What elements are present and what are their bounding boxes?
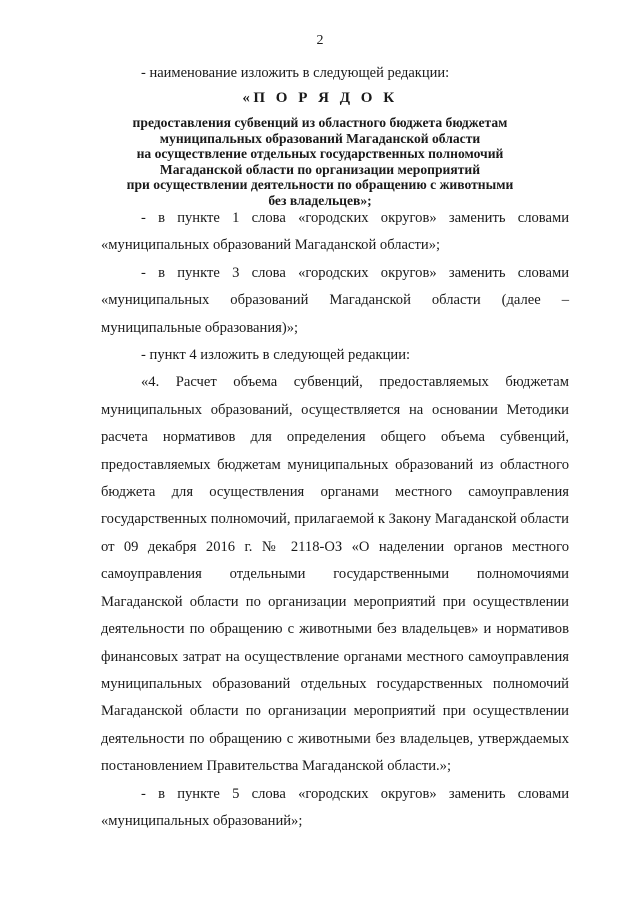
paragraph-item-1-line-2: «муниципальных образований Магаданской области»;	[101, 237, 441, 254]
title-line: муниципальных образований Магаданской области	[159, 130, 481, 146]
title-line: Магаданской области по организации мероприятий	[159, 161, 481, 177]
paragraph-item-3-line-2: «муниципальных образований Магаданской области (далее –	[101, 292, 569, 309]
title-line: при осуществлении деятельности по обращению с животными	[126, 177, 514, 193]
document-body	[101, 205, 569, 835]
document-title-block	[80, 90, 560, 209]
title-main: «П О Р Я Д О К	[242, 90, 398, 106]
paragraph-item-1-line-1: - в пункте 1 слова «городских округов» заменить словами	[141, 210, 569, 226]
paragraph-item-4-instruction: - пункт 4 изложить в следующей редакции:	[141, 347, 411, 364]
paragraph-item-3-line-3: муниципальные образования)»;	[101, 319, 299, 336]
paragraph-item-3-line-1: - в пункте 3 слова «городских округов» заменить словами	[141, 264, 569, 281]
paragraph-item-4-text: «4. Расчет объема субвенций, предоставляемых бюджетам муниципальных образований, осуществляется на основании Методики расчета нормативов для определения общего объема субвенций, предоставляемых бюджетам муниципальных образований из областного бюджета для осуществления органами местного самоуправления государственных полномочий, прилагаемой к Закону Магаданской области от 09 декабря 2016 г. № 2118-ОЗ «О наделении органов местного самоуправления отдельными государственными полномочиями Магаданской области по организации мероприятий при осуществлении деятельности по обращению с животными без владельцев» и нормативов финансовых затрат на осуществление органами местного самоуправления муниципальных образований отдельных государственных полномочий Магаданской области по организации мероприятий при осуществлении деятельности по обращению с животными без владельцев, утверждаемых постановлением Правительства Магаданской области.»;	[101, 374, 569, 775]
paragraph-item-5-line-1: - в пункте 5 слова «городских округов» заменить словами	[141, 785, 569, 802]
paragraph-item-5-line-2: «муниципальных образований»;	[101, 812, 303, 829]
title-line: без владельцев»;	[268, 192, 372, 208]
title-line: на осуществление отдельных государственных полномочий	[136, 146, 504, 162]
intro-instruction: - наименование изложить в следующей редакции:	[141, 65, 450, 81]
page-number: 2	[316, 33, 324, 48]
title-line: предоставления субвенций из областного бюджета бюджетам	[132, 115, 508, 130]
